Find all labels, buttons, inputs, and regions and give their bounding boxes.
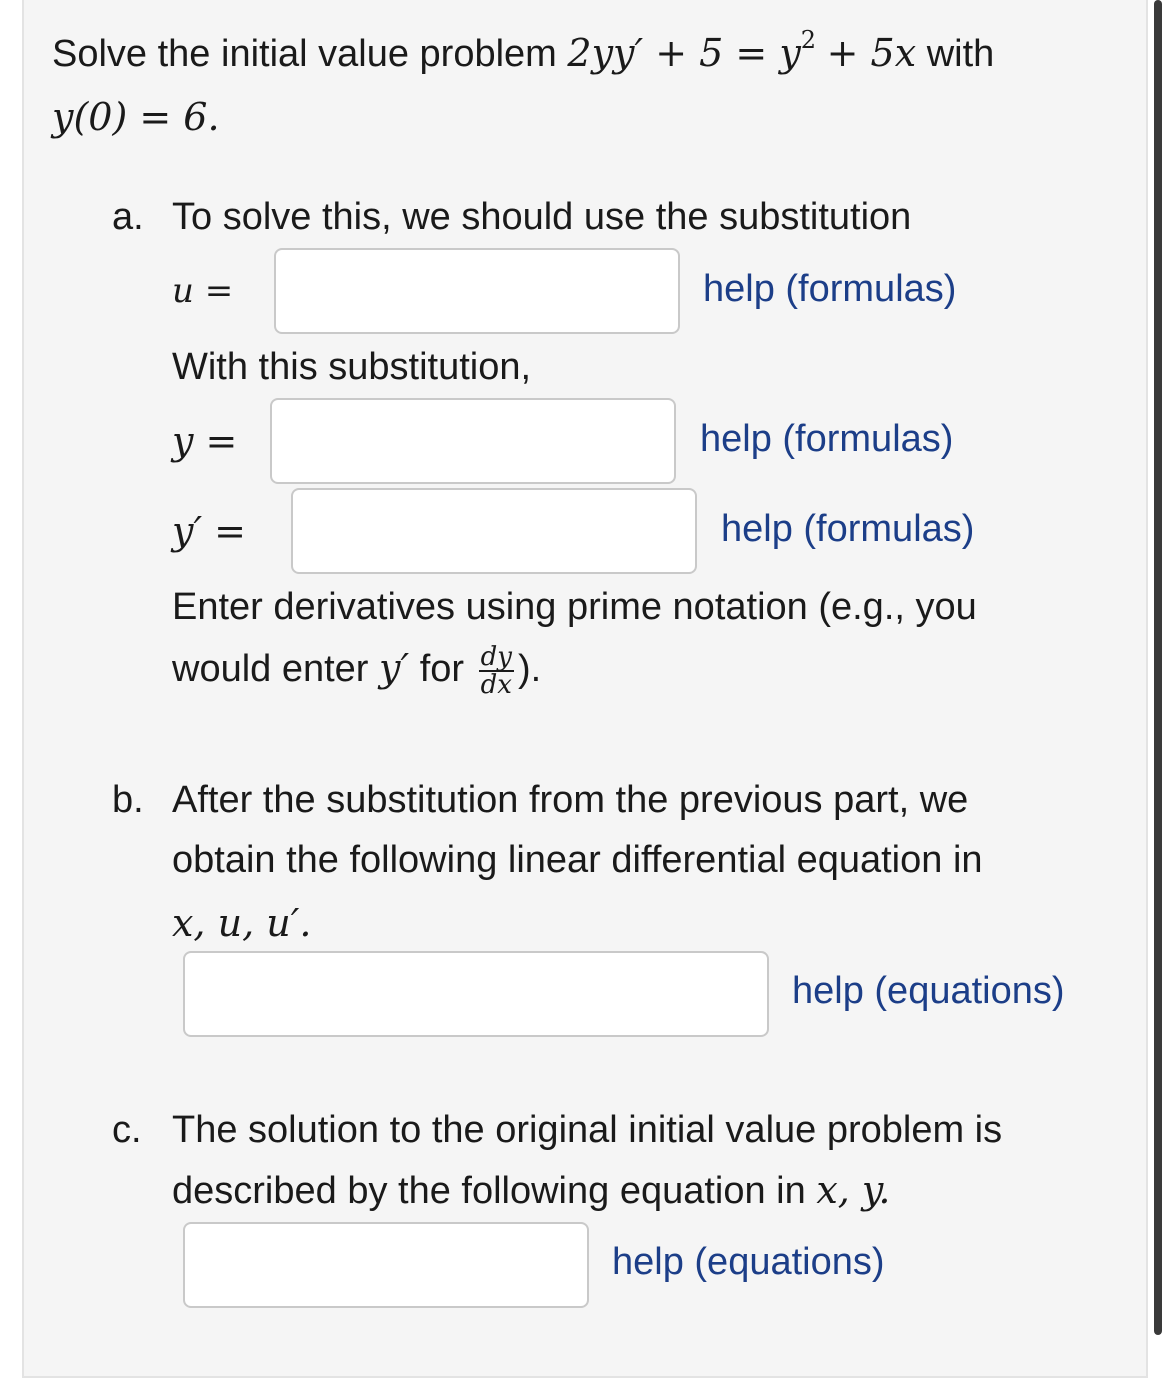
u-help-formulas-link[interactable]: help (formulas) [703, 268, 957, 310]
part-c-marker: c. [112, 1109, 142, 1151]
part-b-help-equations-link[interactable]: help (equations) [792, 970, 1065, 1012]
with-substitution-text: With this substitution, [172, 346, 532, 388]
problem-with-word: with [926, 33, 995, 75]
yprime-help-formulas-link[interactable]: help (formulas) [721, 508, 975, 550]
problem-equation-lhs: 2yy′ + 5 = y [567, 31, 801, 75]
fraction-numerator: dy [480, 642, 512, 672]
part-c-vars: x, y. [816, 1168, 891, 1212]
part-c-help-equations-link[interactable]: help (equations) [612, 1241, 885, 1283]
part-c-line1: The solution to the original initial value problem is [172, 1109, 1003, 1151]
dy-dx-fraction [479, 644, 514, 698]
solution-equation-input[interactable] [183, 1222, 589, 1308]
problem-intro: Solve the initial value problem [52, 33, 557, 75]
note-prime-var: y′ [379, 646, 410, 691]
problem-equation-rhs: + 5x [826, 31, 917, 75]
part-b-line1: After the substitution from the previous part, we [172, 779, 969, 821]
part-c-line2 [172, 1167, 890, 1214]
part-c-line2-text: described by the following equation in [172, 1170, 806, 1212]
y-help-formulas-link[interactable]: help (formulas) [700, 418, 954, 460]
problem-statement-line1 [52, 26, 995, 77]
derivative-note-line2 [172, 644, 541, 698]
problem-equation-exponent: 2 [800, 26, 817, 54]
part-b-marker: b. [112, 779, 144, 821]
u-label: u = [172, 271, 234, 311]
yprime-label: y′ = [172, 509, 247, 553]
problem-initial-condition: y(0) = 6. [52, 95, 220, 139]
scrollbar[interactable] [1154, 0, 1162, 1335]
u-substitution-input[interactable] [274, 248, 680, 334]
note-would-enter: would enter [172, 648, 369, 691]
note-closing: ). [517, 648, 542, 691]
linear-de-input[interactable] [183, 951, 769, 1037]
derivative-note-line1: Enter derivatives using prime notation (e.g., you [172, 586, 977, 628]
part-b-vars: x, u, u′. [172, 901, 312, 945]
part-a-marker: a. [112, 196, 144, 238]
part-a-instruction: To solve this, we should use the substitution [172, 196, 912, 238]
part-b-line2: obtain the following linear differential equation in [172, 839, 983, 881]
y-label: y = [172, 419, 238, 463]
fraction-denominator: dx [480, 670, 512, 700]
note-for: for [419, 648, 465, 691]
yprime-expression-input[interactable] [291, 488, 697, 574]
y-expression-input[interactable] [270, 398, 676, 484]
